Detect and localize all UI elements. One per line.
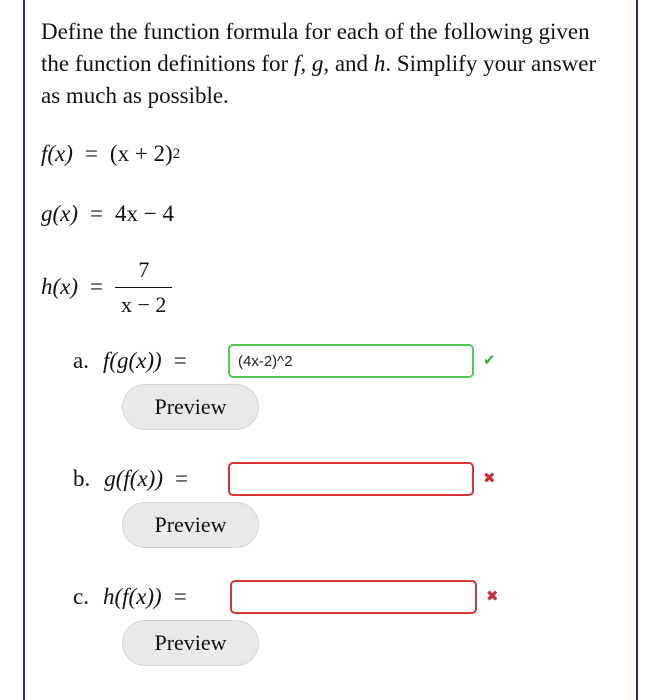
definition-f [41, 136, 180, 172]
part-c-expression: h(f(x)) [102, 584, 162, 609]
definition-h-lhs: h(x) [41, 274, 79, 299]
part-b-label [73, 461, 200, 497]
part-b-equals: = [175, 466, 188, 491]
part-b-letter: b. [73, 466, 91, 491]
definition-f-exponent: 2 [172, 145, 181, 162]
prompt-sep-2: , and [323, 51, 374, 76]
cross-icon: ✖ [483, 469, 496, 487]
definition-f-lhs: f(x) [41, 141, 73, 166]
part-b-preview-button[interactable]: Preview [122, 502, 259, 548]
definition-h-fraction [115, 257, 172, 318]
prompt-sep-1: , [300, 51, 312, 76]
part-c-label [73, 579, 199, 615]
part-c-letter: c. [73, 584, 89, 609]
part-c-preview-button[interactable]: Preview [122, 620, 259, 666]
var-g: g [311, 51, 324, 76]
var-f: f [293, 51, 301, 76]
prompt-text-end: . Simplify your answer as much as possible. [41, 51, 597, 108]
problem-prompt [41, 16, 611, 112]
cross-icon: ✖ [486, 587, 499, 605]
part-b-answer-input[interactable] [228, 462, 474, 496]
part-a-equals: = [173, 348, 187, 373]
definition-h-equals: = [90, 274, 104, 299]
part-b-expression: g(f(x)) [104, 466, 163, 491]
part-a-preview-button[interactable]: Preview [122, 384, 259, 430]
part-a-answer-input[interactable]: (4x-2)^2 [228, 344, 474, 378]
check-icon: ✔ [483, 351, 496, 369]
definition-g-equals: = [90, 201, 104, 226]
definition-f-rhs: (x + 2) [109, 141, 173, 166]
prompt-text-start: Define the function formula for each of the following given the function definitions for [41, 19, 590, 76]
var-h: h [373, 51, 386, 76]
definition-g-lhs: g(x) [41, 201, 79, 226]
part-c-equals: = [173, 584, 187, 609]
part-c-answer-input[interactable] [230, 580, 477, 614]
definition-g [41, 196, 174, 232]
definition-h-numerator: 7 [138, 256, 150, 282]
part-a-label [73, 343, 199, 379]
part-a-letter: a. [73, 348, 89, 373]
part-a-expression: f(g(x)) [102, 348, 162, 373]
definition-h-denominator: x − 2 [115, 287, 172, 318]
definition-h [41, 255, 172, 319]
definition-f-equals: = [84, 141, 98, 166]
definition-g-rhs: 4x − 4 [115, 201, 174, 226]
